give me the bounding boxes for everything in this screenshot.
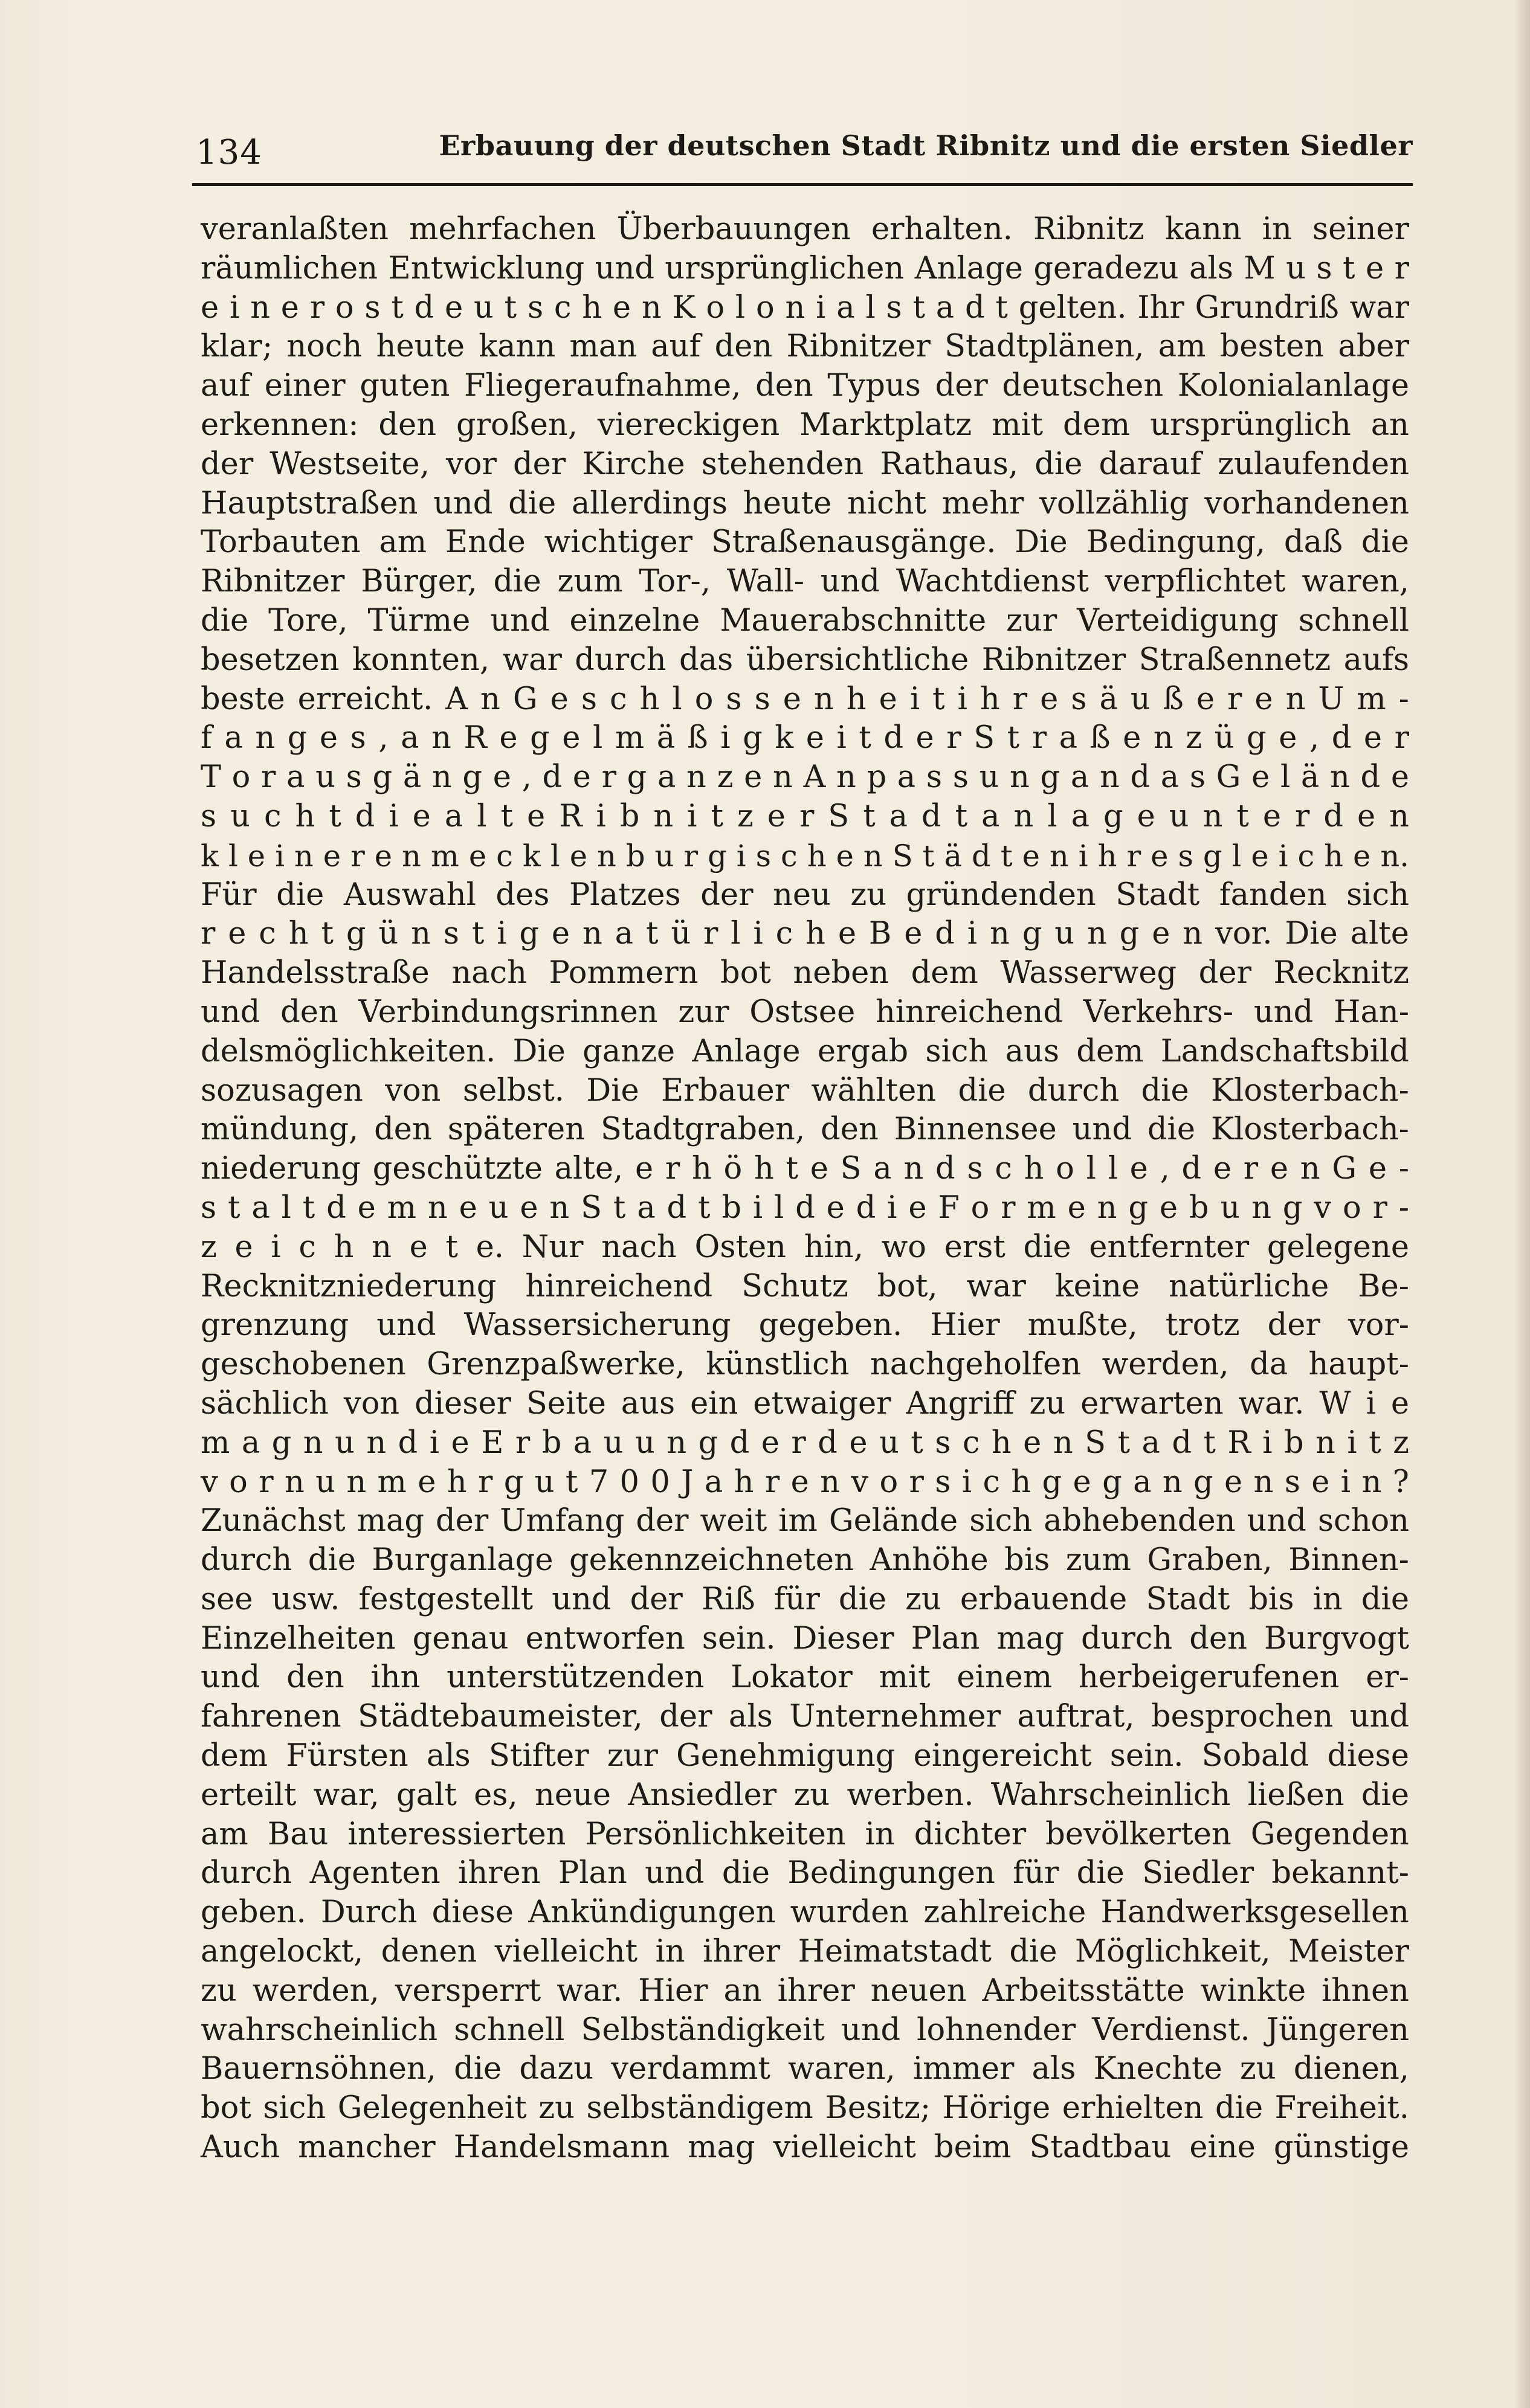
text-line: Ribnitzer Bürger, die zum Tor-, Wall- und Wachtdienst verpflichtet waren,: [201, 564, 1409, 600]
text-line: wahrscheinlich schnell Selbständigkeit und lohnender Verdienst. Jüngeren: [201, 2012, 1409, 2048]
text-line: f a n g e s , a n R e g e l m ä ß i g k e i t d e r S t r a ß e n z ü g e , d e r: [201, 720, 1409, 756]
text-line: delsmöglichkeiten. Die ganze Anlage ergab sich aus dem Landschaftsbild: [201, 1033, 1409, 1069]
text-line: durch die Burganlage gekennzeichneten Anhöhe bis zum Graben, Binnen-: [201, 1542, 1409, 1579]
running-title: Erbauung der deutschen Stadt Ribnitz und die ersten Siedler: [439, 129, 1413, 162]
text-line: geschobenen Grenzpaßwerke, künstlich nachgeholfen werden, da haupt-: [201, 1347, 1409, 1383]
text-line: erkennen: den großen, viereckigen Marktplatz mit dem ursprünglich an: [201, 407, 1409, 443]
body-text: [201, 210, 1409, 2168]
text-line: T o r a u s g ä n g e , d e r g a n z e n A n p a s s u n g a n d a s G e l ä n d e: [201, 759, 1409, 796]
text-line: dem Fürsten als Stifter zur Genehmigung eingereicht sein. Sobald diese: [201, 1738, 1409, 1774]
text-line: r e c h t g ü n s t i g e n a t ü r l i c h e B e d i n g u n g e n vor. Die alte: [201, 916, 1409, 952]
text-line: grenzung und Wassersicherung gegeben. Hier mußte, trotz der vor-: [201, 1307, 1409, 1344]
text-line: m a g n u n d i e E r b a u u n g d e r d e u t s c h e n S t a d t R i b n i t z: [201, 1425, 1409, 1461]
text-line: klar; noch heute kann man auf den Ribnitzer Stadtplänen, am besten aber: [201, 329, 1409, 365]
text-line: Auch mancher Handelsmann mag vielleicht beim Stadtbau eine günstige: [201, 2130, 1409, 2166]
text-line: niederung geschützte alte, e r h ö h t e S a n d s c h o l l e , d e r e n G e -: [201, 1151, 1409, 1187]
text-line: see usw. festgestellt und der Riß für die zu erbauende Stadt bis in die: [201, 1581, 1409, 1617]
text-line: beste erreicht. A n G e s c h l o s s e n h e i t i h r e s ä u ß e r e n U m -: [201, 681, 1409, 717]
text-line: zu werden, versperrt war. Hier an ihrer neuen Arbeitsstätte winkte ihnen: [201, 1972, 1409, 2009]
text-line: z e i c h n e t e. Nur nach Osten hin, wo erst die entfernter gelegene: [201, 1229, 1409, 1265]
text-line: erteilt war, galt es, neue Ansiedler zu werben. Wahrscheinlich ließen die: [201, 1777, 1409, 1813]
text-line: geben. Durch diese Ankündigungen wurden zahlreiche Handwerksgesellen: [201, 1895, 1409, 1931]
text-line: Für die Auswahl des Platzes der neu zu gründenden Stadt fanden sich: [201, 877, 1409, 913]
text-line: v o r n u n m e h r g u t 7 0 0 J a h r e n v o r s i c h g e g a n g e n s e i n ?: [201, 1464, 1409, 1500]
text-line: der Westseite, vor der Kirche stehenden Rathaus, die darauf zulaufenden: [201, 446, 1409, 482]
text-line: sächlich von dieser Seite aus ein etwaiger Angriff zu erwarten war. W i e: [201, 1385, 1409, 1421]
text-line: am Bau interessierten Persönlichkeiten in dichter bevölkerten Gegenden: [201, 1816, 1409, 1852]
text-line: die Tore, Türme und einzelne Mauerabschnitte zur Verteidigung schnell: [201, 602, 1409, 639]
text-line: veranlaßten mehrfachen Überbauungen erhalten. Ribnitz kann in seiner: [201, 211, 1409, 247]
text-line: Hauptstraßen und die allerdings heute nicht mehr vollzählig vorhandenen: [201, 485, 1409, 521]
text-line: s u c h t d i e a l t e R i b n i t z e r S t a d t a n l a g e u n t e r d e n: [201, 798, 1409, 834]
page-header: [192, 126, 1413, 181]
text-line: angelockt, denen vielleicht in ihrer Heimatstadt die Möglichkeit, Meister: [201, 1934, 1409, 1970]
text-line: Bauernsöhnen, die dazu verdammt waren, immer als Knechte zu dienen,: [201, 2051, 1409, 2087]
text-line: s t a l t d e m n e u e n S t a d t b i l d e d i e F o r m e n g e b u n g v o r -: [201, 1190, 1409, 1226]
page-number: 134: [196, 133, 262, 172]
text-line: Torbauten am Ende wichtiger Straßenausgänge. Die Bedingung, daß die: [201, 524, 1409, 561]
text-line: k l e i n e r e n m e c k l e n b u r g i s c h e n S t ä d t e n i h r e s g l e i c h e n.: [201, 838, 1409, 874]
text-line: fahrenen Städtebaumeister, der als Unternehmer auftrat, besprochen und: [201, 1699, 1409, 1735]
text-line: mündung, den späteren Stadtgraben, den Binnensee und die Klosterbach-: [201, 1112, 1409, 1148]
text-line: räumlichen Entwicklung und ursprünglichen Anlage geradezu als M u s t e r: [201, 250, 1409, 286]
text-line: und den ihn unterstützenden Lokator mit einem herbeigerufenen er-: [201, 1660, 1409, 1696]
text-line: besetzen konnten, war durch das übersichtliche Ribnitzer Straßennetz aufs: [201, 642, 1409, 678]
header-rule: [192, 183, 1413, 186]
text-line: Einzelheiten genau entworfen sein. Dieser Plan mag durch den Burgvogt: [201, 1620, 1409, 1656]
text-line: durch Agenten ihren Plan und die Bedingungen für die Siedler bekannt-: [201, 1855, 1409, 1891]
text-line: und den Verbindungsrinnen zur Ostsee hinreichend Verkehrs- und Han-: [201, 994, 1409, 1030]
text-line: bot sich Gelegenheit zu selbständigem Besitz; Hörige erhielten die Freiheit.: [201, 2090, 1409, 2126]
text-line: Recknitzniederung hinreichend Schutz bot, war keine natürliche Be-: [201, 1268, 1409, 1304]
text-line: e i n e r o s t d e u t s c h e n K o l o n i a l s t a d t gelten. Ihr Grundriß war: [201, 289, 1409, 326]
text-line: Zunächst mag der Umfang der weit im Gelände sich abhebenden und schon: [201, 1503, 1409, 1539]
text-line: sozusagen von selbst. Die Erbauer wählten die durch die Klosterbach-: [201, 1072, 1409, 1109]
page-edge-shadow: [1514, 0, 1530, 2408]
text-line: auf einer guten Fliegeraufnahme, den Typus der deutschen Kolonialanlage: [201, 368, 1409, 404]
text-line: Handelsstraße nach Pommern bot neben dem Wasserweg der Recknitz: [201, 955, 1409, 991]
